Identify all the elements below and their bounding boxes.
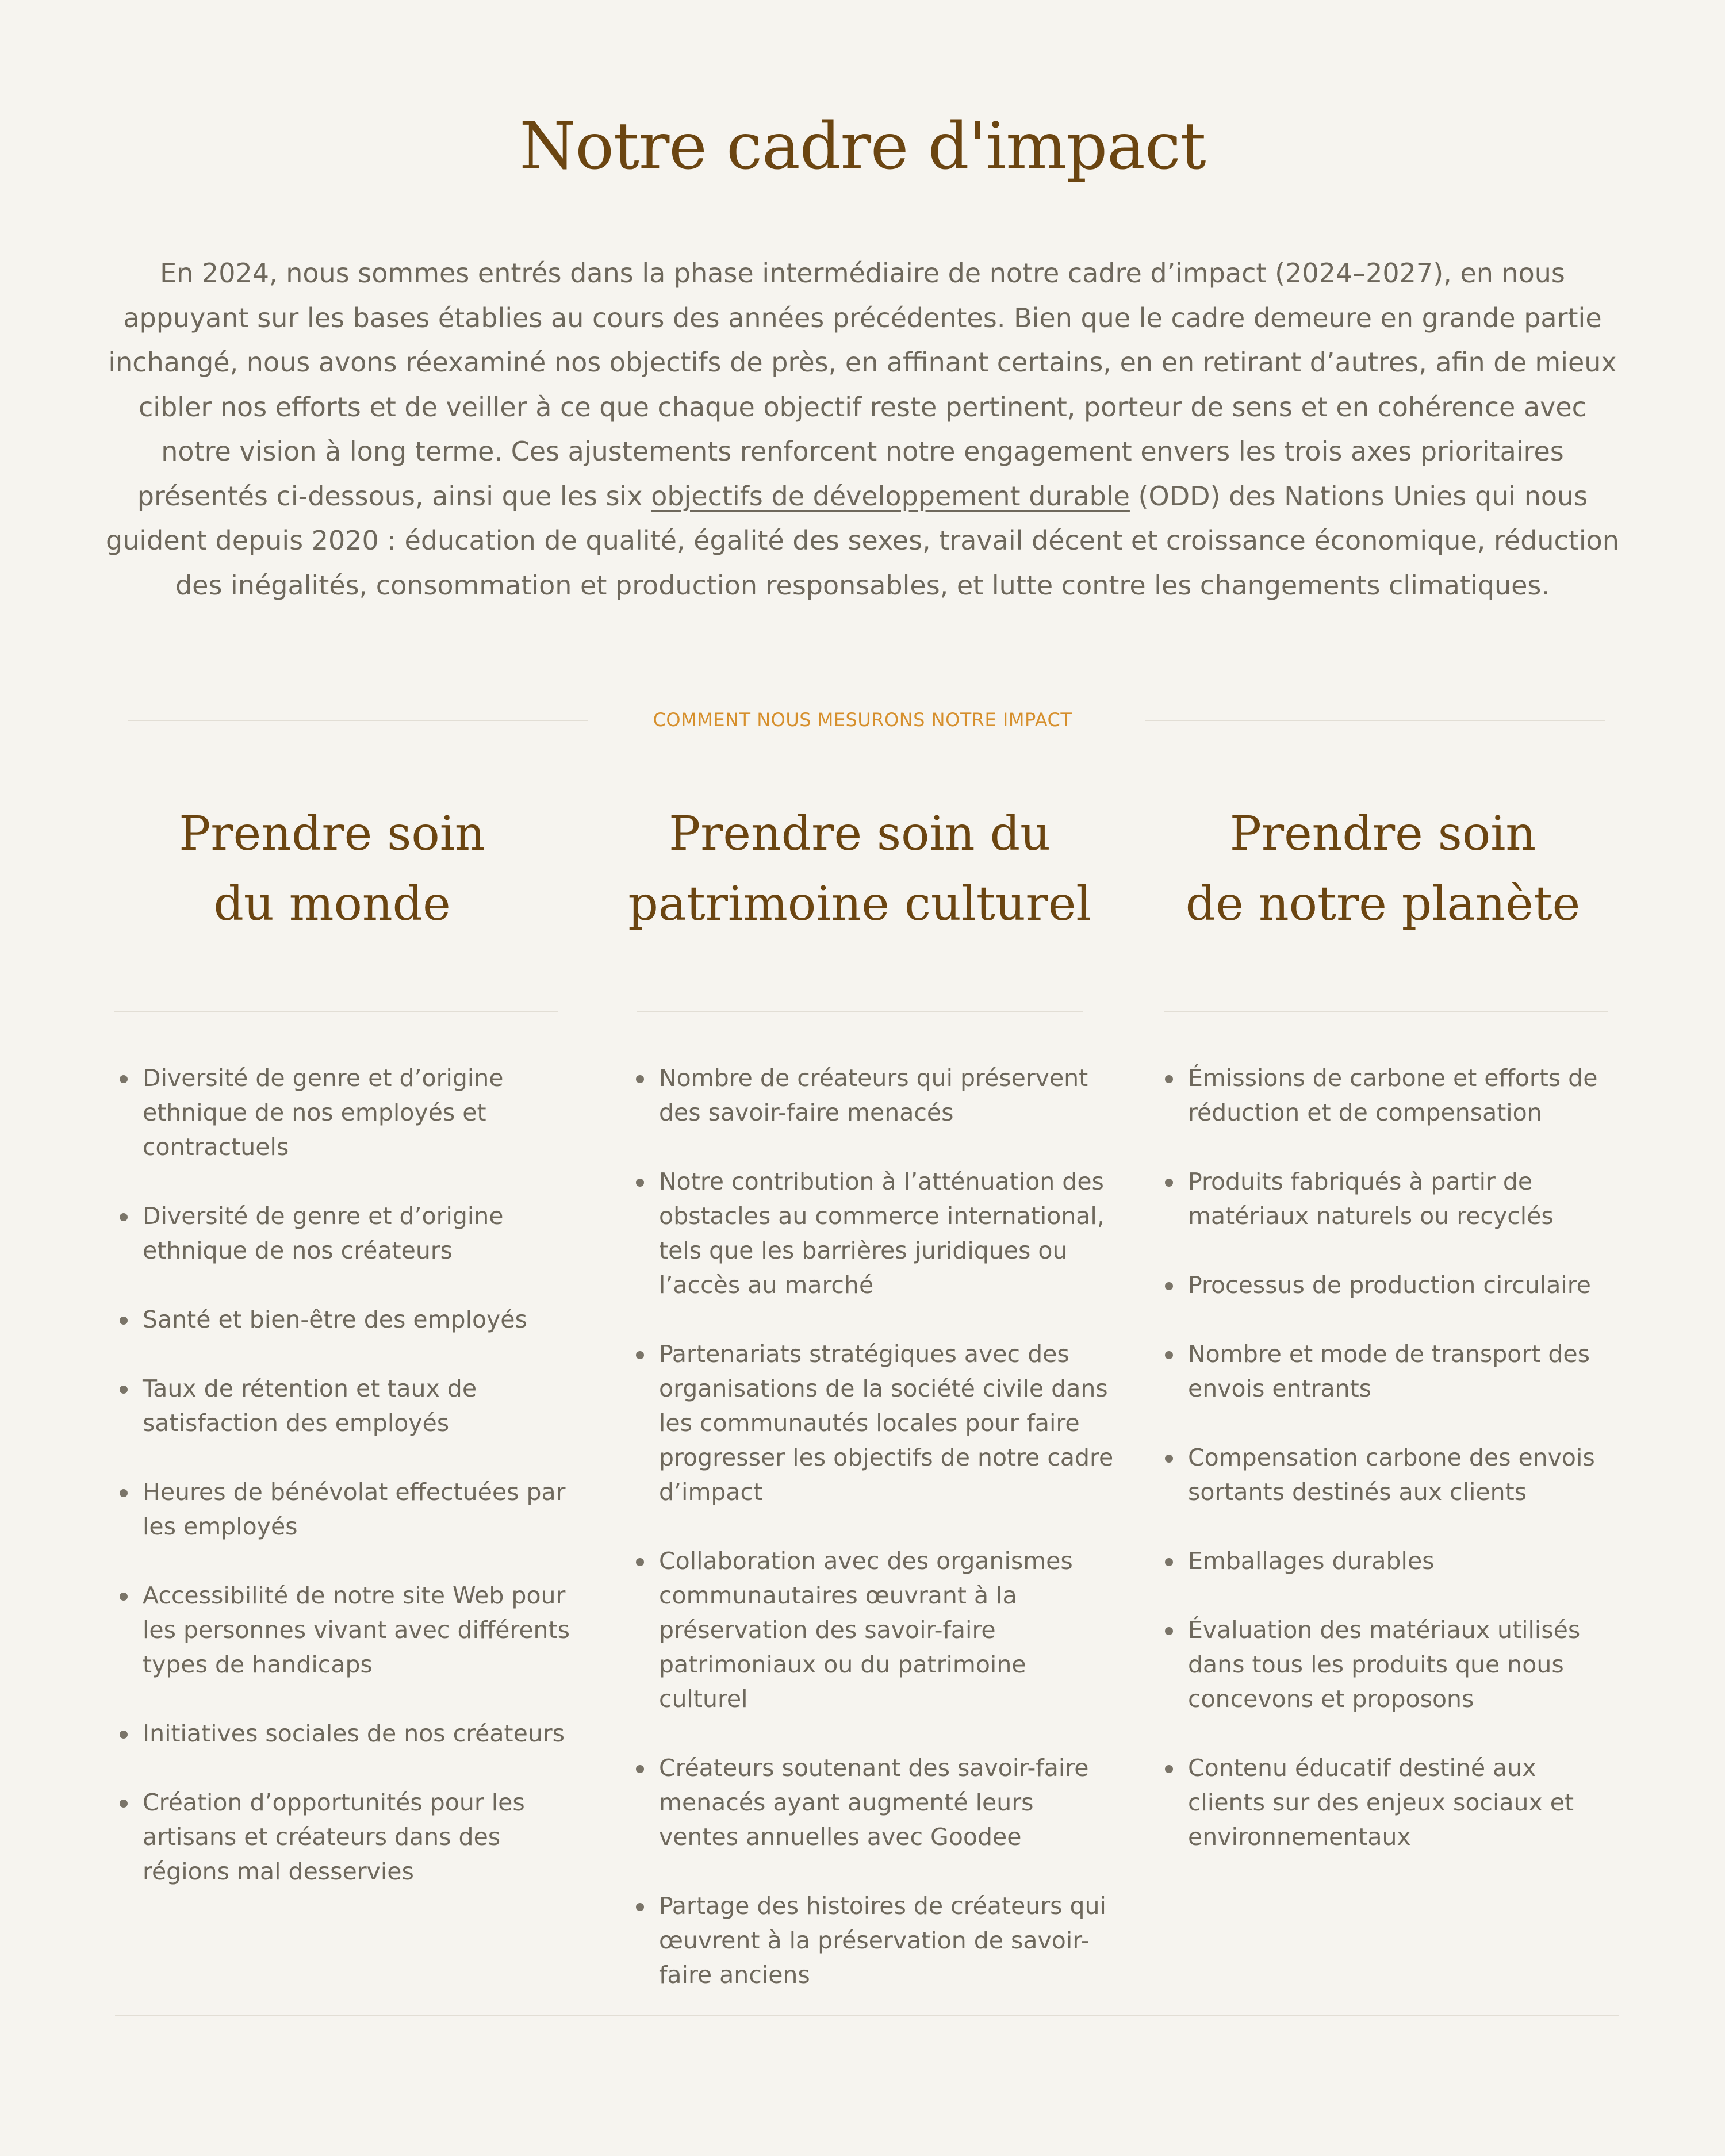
list-item: Contenu éducatif destiné aux clients sur des enjeux sociaux et environnementaux [1163,1751,1617,1854]
list-item: Accessibilité de notre site Web pour les personnes vivant avec différents types de handicaps [117,1578,572,1682]
list-item: Processus de production circulaire [1163,1268,1617,1302]
bullet-icon [1165,1075,1173,1083]
column-rule-heritage [637,1011,1083,1012]
list-item: Collaboration avec des organismes communautaires œuvrant à la préservation des savoir-faire patrimoniaux ou du patrimoine culturel [634,1544,1117,1716]
list-item: Compensation carbone des envois sortants destinés aux clients [1163,1440,1617,1509]
metric-list-world [117,1061,572,1923]
list-item: Taux de rétention et taux de satisfaction des employés [117,1371,572,1440]
section-label: COMMENT NOUS MESURONS NOTRE IMPACT [653,709,1072,731]
list-item: Diversité de genre et d’origine ethnique de nos employés et contractuels [117,1061,572,1164]
bullet-icon [1165,1351,1173,1359]
column-title-world: Prendre soin du monde [179,807,485,931]
list-item: Nombre et mode de transport des envois entrants [1163,1337,1617,1406]
bullet-icon [1165,1765,1173,1773]
bullet-icon [636,1075,644,1083]
bullet-icon [1165,1455,1173,1463]
page-title: Notre cadre d'impact [519,109,1206,184]
list-item: Heures de bénévolat effectuées par les employés [117,1475,572,1544]
list-item: Partage des histoires de créateurs qui œuvrent à la préservation de savoir-faire anciens [634,1889,1117,1992]
list-item: Diversité de genre et d’origine ethnique de nos créateurs [117,1199,572,1268]
bullet-icon [120,1317,128,1325]
bullet-icon [636,1903,644,1911]
bullet-icon [1165,1627,1173,1635]
bullet-icon [120,1489,128,1497]
metric-list-planet [1163,1061,1617,1889]
sdg-link[interactable]: objectifs de développement durable [651,480,1130,512]
bullet-icon [120,1800,128,1808]
list-item: Création d’opportunités pour les artisans et créateurs dans des régions mal desservies [117,1785,572,1889]
intro-text-end: (ODD) des Nations Unies qui nous guident depuis 2020 : éducation de qualité, égalité des sexes, travail décent et croissance économique, réduction des inégalités, consommation et production responsables, et lutte contre les changements climatiques. [106,480,1619,601]
bullet-icon [636,1558,644,1566]
bullet-icon [120,1731,128,1739]
list-item: Emballages durables [1163,1544,1617,1578]
section-divider-right [1145,720,1605,721]
bullet-icon [1165,1558,1173,1566]
list-item: Partenariats stratégiques avec des organisations de la société civile dans les communautés locales pour faire progresser les objectifs de notre cadre d’impact [634,1337,1117,1509]
bullet-icon [120,1213,128,1221]
intro-text-start: En 2024, nous sommes entrés dans la phase intermédiaire de notre cadre d’impact (2024–2027), en nous appuyant sur les bases établies au cours des années précédentes. Bien que le cadre demeure en grande partie inchangé, nous avons réexaminé nos objectifs de près, en affinant certains, en en retirant d’autres, afin de mieux cibler nos efforts et de veiller à ce que chaque objectif reste pertinent, porteur de sens et en cohérence avec notre vision à long terme. Ces ajustements renforcent notre engagement envers les trois axes prioritaires présentés ci-dessous, ainsi que les six [108,258,1617,512]
bullet-icon [1165,1282,1173,1290]
bullet-icon [636,1765,644,1773]
bullet-icon [636,1179,644,1187]
list-item: Émissions de carbone et efforts de réduction et de compensation [1163,1061,1617,1130]
bullet-icon [1165,1179,1173,1187]
bullet-icon [120,1075,128,1083]
bullet-icon [120,1386,128,1394]
bullet-icon [636,1351,644,1359]
column-title-planet: Prendre soin de notre planète [1185,807,1581,931]
column-title-heritage: Prendre soin du patrimoine culturel [628,807,1091,931]
bottom-divider [115,2015,1619,2016]
list-item: Produits fabriqués à partir de matériaux naturels ou recyclés [1163,1164,1617,1233]
list-item: Évaluation des matériaux utilisés dans tous les produits que nous concevons et proposons [1163,1613,1617,1716]
intro-paragraph [103,251,1621,608]
column-rule-world [114,1011,558,1012]
metric-list-heritage [634,1061,1117,2027]
list-item: Santé et bien-être des employés [117,1302,572,1337]
bullet-icon [120,1593,128,1601]
list-item: Créateurs soutenant des savoir-faire menacés ayant augmenté leurs ventes annuelles avec Goodee [634,1751,1117,1854]
column-rule-planet [1164,1011,1608,1012]
list-item: Nombre de créateurs qui préservent des savoir-faire menacés [634,1061,1117,1130]
list-item: Initiatives sociales de nos créateurs [117,1716,572,1751]
list-item: Notre contribution à l’atténuation des obstacles au commerce international, tels que les barrières juridiques ou l’accès au marché [634,1164,1117,1302]
